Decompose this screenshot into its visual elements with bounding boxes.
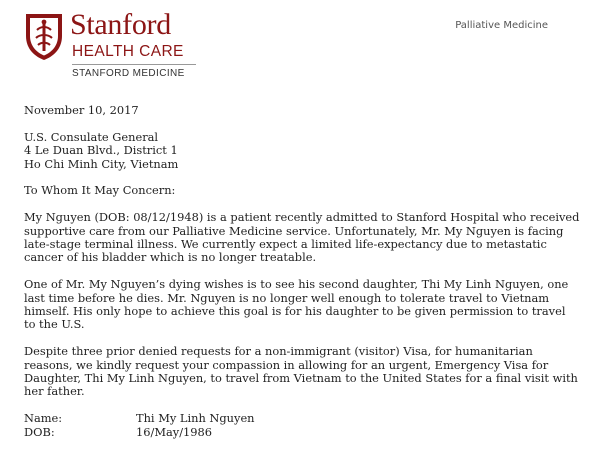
field-row — [24, 426, 580, 439]
beneficiary-details — [24, 412, 580, 439]
brand-subtitle: HEALTH CARE — [72, 43, 184, 60]
field-label: Name: — [24, 411, 63, 426]
stanford-shield-icon — [24, 12, 64, 62]
brand-divider — [72, 64, 196, 65]
field-value: 16/May/1986 — [136, 424, 213, 439]
brand-subtitle-secondary: STANFORD MEDICINE — [72, 68, 185, 79]
brand-name: Stanford — [70, 8, 171, 41]
department-label: Palliative Medicine — [455, 20, 548, 31]
paragraph: Despite three prior denied requests for a non-immigrant (visitor) Visa, for humanitarian reasons, we kindly request your compassion in allowing for an urgent, Emergency Visa for Daughter, Thi My Linh Nguyen, to travel from Vietnam to the United States for a final visit with her father. — [24, 344, 578, 399]
field-label: DOB: — [24, 424, 55, 439]
paragraph: My Nguyen (DOB: 08/12/1948) is a patient recently admitted to Stanford Hospital who received supportive care from our Palliative Medicine service. Unfortunately, Mr. My Nguyen is facing late-stage terminal illness. We currently expect a limited life-expectancy due to metastatic cancer of his bladder which is no longer treatable. — [24, 210, 580, 265]
address-line: 4 Le Duan Blvd., District 1 — [24, 143, 178, 158]
field-value: Thi My Linh Nguyen — [136, 411, 255, 426]
letter-date: November 10, 2017 — [24, 103, 139, 117]
letter-body — [24, 104, 580, 439]
address-line: U.S. Consulate General — [24, 129, 159, 144]
address-line: Ho Chi Minh City, Vietnam — [24, 156, 179, 171]
field-row — [24, 412, 580, 425]
salutation: To Whom It May Concern: — [24, 183, 176, 198]
paragraph: One of Mr. My Nguyen’s dying wishes is to see his second daughter, Thi My Linh Nguyen, one last time before he dies. Mr. Nguyen is no longer well enough to tolerate travel to Vietnam himself. His only hope to achieve this goal is for his daughter to be given permission to travel to the U.S. — [24, 277, 569, 332]
letterhead — [24, 10, 194, 80]
recipient-address — [24, 131, 580, 171]
